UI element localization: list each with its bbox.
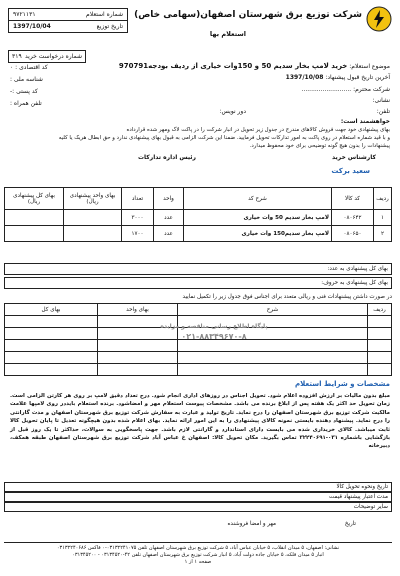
date-label: تاریخ توزیع — [96, 23, 123, 30]
sum-numeric-row: بهای کل پیشنهادی به عدد: — [4, 263, 392, 275]
col-total-price: بهای کل پیشنهادی ریال) — [5, 188, 64, 210]
item-quantity: ۳۰۰۰ — [122, 210, 154, 226]
document-header — [4, 4, 396, 48]
inquiry-date: 1397/10/04 — [13, 23, 51, 30]
alt-cell — [368, 352, 392, 364]
inquiry-number-label: شماره استعلام — [86, 11, 123, 18]
alt-col-row: ردیف — [368, 304, 392, 316]
alt-cell — [5, 316, 98, 328]
footer-divider — [4, 542, 392, 543]
alt-cell — [368, 340, 392, 352]
request-number-box — [8, 50, 86, 63]
other-notes-row: سایر توضیحات — [4, 502, 392, 512]
address-line-2: انبار ۵ میدان فلکه، ۵ خیابان جاده دولت آباد، ۵ انبار شرکت توزیع برق شهرستان اصفهان تلفن ۴۲-۰۳۱۳۴۵۲۰ - ۰۳۱۳۴۵۲۰۰ — [72, 552, 324, 558]
seller-sign-label: مهر و امضا فروشنده — [227, 521, 276, 527]
col-code: کد کالا — [332, 188, 374, 210]
intro-line-3: پیشنهادات را بدون هیچ گونه توضیحی برای خود محفوظ میدارد. — [249, 143, 390, 149]
intro-paragraph — [10, 126, 390, 150]
vendor-company-label: شرکت محترم: — [353, 86, 390, 93]
company-name: شرکت توزیع برق شهرستان اصفهان(سهامی خاص) — [134, 10, 362, 20]
intro-line-1: بهای پیشنهادی خود جهت فروش کالاهای مندرج در جدول زیر تحویل در انبار شرکت را در پاکت لاک ومهر شده قرارداده — [126, 127, 390, 133]
item-code: ۰۸۰۶۴۲ — [332, 210, 374, 226]
procurement-head-label: رئیس اداره تدارکات — [137, 154, 196, 161]
terms-text: مبلغ بدون مالیات بر ارزش افزوده اعلام شود. تحویل اجناس در روزهای اداری انجام شود. درج تعداد دقیق لامپ بر روی هر کارتن الزامی است. زمان تحویل حد اکثر یک هفته پس از ابلاغ برنده می باشد. مشخصات پیوست استعلام مهر و امضاشود. برنده استعلام بایددر روی لامپها علامت مالکیت شرکت توزیع برق شهرستان اصفهان را درج نماید. تاریخ تولید و عبارت به سفارش شرکت توزیع برق شهرستان اصفهان و مدت گارانتی را درج نماید. پیشنهاد دهنده بایستی نمونه کالای پیشنهادی را به این امور ارائه نماید. بهای اعلام شده بدون هیچگونه تعدیل تا پایان تحویل کالا ثابت میباشد. کالای خریداری شده می بایست دارای استاندارد و گارانتی لازم باشد. جهت پاسخگویی به سوالات، حداکثر تا یک روز قبل از بازگشایی باشماره ۰۳۱-۳۲۲۴۰۶۹۱ تماس بگیرید. مکان تحویل کالا: اصفهان خ عباس آباد شرکت توزیع برق شهرستان اصفهان طبقه همکف، دبیرخانه — [10, 393, 390, 450]
table-row — [5, 226, 392, 242]
alt-cell — [5, 340, 98, 352]
validity-row: مدت اعتبار پیشنهاد قیمت — [4, 492, 392, 502]
stamp-line-1: پایگاه اطلاع رسانی مناقصه و مزایده — [160, 323, 268, 330]
inquiry-document — [4, 4, 396, 572]
items-header-row — [5, 188, 392, 210]
address-footer — [4, 545, 392, 566]
phone-field: تلفن: — [376, 108, 390, 115]
alt-cell — [368, 316, 392, 328]
alt-cell — [98, 364, 178, 376]
col-unit-price: بهای واحد پیشنهادی ریال) — [64, 188, 122, 210]
purchase-expert-name: سعید برکت — [331, 167, 370, 175]
alt-col-description: شرح — [178, 304, 368, 316]
row-number: ۱ — [374, 210, 392, 226]
item-description: لامپ بخار سدیم 50 وات خیاری — [184, 210, 332, 226]
alt-cell — [98, 352, 178, 364]
deadline-line — [286, 74, 390, 81]
page-number: صفحه ۱ از ۱ — [184, 559, 212, 565]
economic-code-field: کد اقتصادی : ۰ — [10, 64, 48, 71]
alt-cell — [5, 352, 98, 364]
item-unit: عدد — [154, 226, 184, 242]
mobile-field: تلفن همراه : — [10, 100, 42, 107]
inquiry-meta-box — [8, 8, 128, 33]
alt-col-total: بهای کل — [5, 304, 98, 316]
delivery-row: تاریخ ونحوه تحویل کالا — [4, 482, 392, 492]
vendor-company-dots: .......................... — [301, 86, 352, 93]
table-row — [5, 364, 392, 376]
company-logo-icon — [366, 6, 392, 32]
stamp-line-2: ۰۲۱-۸۸۳۴۹۶۷۰-۸ — [181, 332, 247, 341]
national-id-field: شناسه ملی : — [10, 76, 43, 83]
col-unit: واحد — [154, 188, 184, 210]
alt-cell — [178, 352, 368, 364]
sum-letters-row: بهای کل پیشنهادی به حروف: — [4, 277, 392, 289]
inquiry-number: ۹۷۲۱۱۳۱ — [13, 11, 36, 18]
item-total-price — [5, 226, 64, 242]
col-row: ردیف — [374, 188, 392, 210]
col-description: شرح کد — [184, 188, 332, 210]
alternatives-note: در صورت داشتن پیشنهادات فنی و ریالی متعدد برای اجناس فوق جدول زیر را تکمیل نمایید — [182, 294, 392, 300]
watermark-stamp — [154, 322, 274, 342]
item-quantity: ۱۷۰۰ — [122, 226, 154, 242]
address-line-1: نشانی: اصفهان، ۵ میدان انقلاب، ۵ خیابان عباس آباد، ۵ شرکت توزیع برق شهرستان اصفهان تلفن ۰۳۱۳۲۲۴۱۰۷۵-۰ فاکس ۰۳۱۳۲۲۴۰۶۸۶ — [56, 545, 340, 551]
item-total-price — [5, 210, 64, 226]
alt-cell — [368, 328, 392, 340]
item-description: لامپ بخار سدیم150 وات خیاری — [184, 226, 332, 242]
intro-line-2: و با قید شماره استعلام در روی پاکت به امور تدارکات تحویل فرمایید. ضمنا این شرکت الزامی به قبول بهای پیشنهادی ندارد و حق ابطال هریک یا کلیه — [58, 135, 390, 141]
vendor-company-field — [302, 86, 390, 93]
address-field: نشانی: — [372, 97, 390, 104]
document-subtitle: استعلام بها — [209, 30, 246, 38]
fax-field: دور نویس: — [219, 108, 246, 115]
seller-date-label: تاریخ — [344, 521, 356, 527]
item-unit: عدد — [154, 210, 184, 226]
item-code: ۰۸۰۶۵۰ — [332, 226, 374, 242]
deadline-label: آخرین تاریخ قبول پیشنهاد: — [325, 74, 390, 81]
table-row — [5, 210, 392, 226]
alt-cell — [368, 364, 392, 376]
terms-title: مشخصات و شرایط استعلام — [294, 380, 390, 388]
deadline-value: 1397/10/08 — [285, 74, 324, 81]
items-table — [4, 187, 392, 242]
item-unit-price — [64, 210, 122, 226]
item-unit-price — [64, 226, 122, 242]
col-quantity: تعداد — [122, 188, 154, 210]
subject-label: موضوع استعلام: — [349, 63, 390, 70]
greeting: خواهشمند است: — [340, 118, 390, 125]
request-number-label: شماره درخواست خرید — [25, 53, 82, 60]
row-number: ۲ — [374, 226, 392, 242]
request-number: ۳۱۹ — [12, 53, 22, 60]
purchase-expert-label: کارشناس خرید — [332, 154, 376, 161]
alt-cell — [5, 328, 98, 340]
alt-col-unit-price: بهای واحد — [98, 304, 178, 316]
postal-code-field: کد پستی :- — [10, 88, 38, 95]
subject-text: خرید لامپ بخار سدیم 50 و 150وات خیاری از ردیف بودجه970791 — [118, 62, 348, 70]
table-row — [5, 352, 392, 364]
alternatives-header-row — [5, 304, 392, 316]
alt-cell — [178, 364, 368, 376]
subject-line — [119, 62, 390, 70]
alt-cell — [5, 364, 98, 376]
